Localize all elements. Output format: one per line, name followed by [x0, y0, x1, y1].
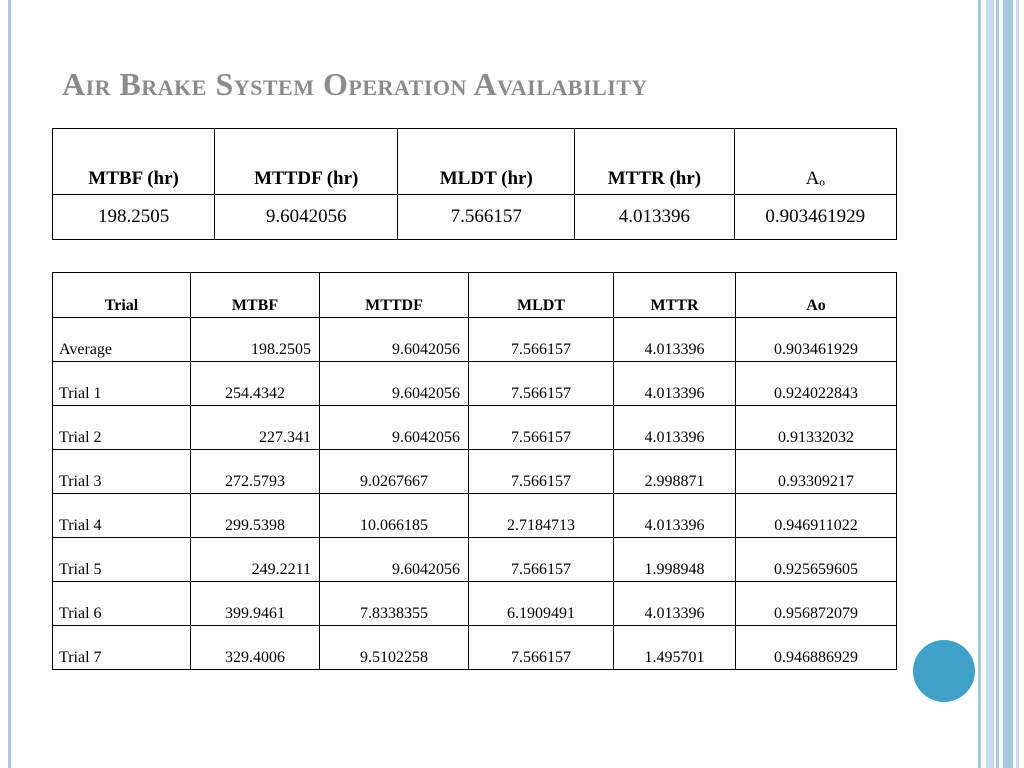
- trials-header-row: [53, 273, 897, 318]
- table-cell: 2.998871: [614, 450, 736, 494]
- table-cell: 4.013396: [614, 318, 736, 362]
- trial-label-cell: Trial 7: [53, 626, 191, 670]
- summary-header-row: [53, 129, 897, 195]
- decorative-circle: [913, 640, 975, 702]
- header-ao: Aₒ: [734, 129, 896, 195]
- table-cell: 4.013396: [614, 406, 736, 450]
- table-cell: 299.5398: [191, 494, 320, 538]
- table-cell: 10.066185: [320, 494, 469, 538]
- trial-label-cell: Trial 3: [53, 450, 191, 494]
- table-cell: 4.013396: [614, 494, 736, 538]
- table-cell: 6.1909491: [469, 582, 614, 626]
- header-trial: Trial: [53, 273, 191, 318]
- table-cell: 1.998948: [614, 538, 736, 582]
- table-cell: 9.6042056: [320, 362, 469, 406]
- table-cell: 9.5102258: [320, 626, 469, 670]
- cell-mttr: 4.013396: [575, 195, 734, 240]
- table-cell: 9.6042056: [320, 318, 469, 362]
- header-ao: Ao: [736, 273, 897, 318]
- trial-label-cell: Trial 5: [53, 538, 191, 582]
- table-row: [53, 362, 897, 406]
- table-cell: 254.4342: [191, 362, 320, 406]
- table-cell: 4.013396: [614, 582, 736, 626]
- table-cell: 7.8338355: [320, 582, 469, 626]
- trial-label-cell: Trial 4: [53, 494, 191, 538]
- table-cell: 2.7184713: [469, 494, 614, 538]
- table-cell: 9.0267667: [320, 450, 469, 494]
- table-cell: 0.946911022: [736, 494, 897, 538]
- table-cell: 0.946886929: [736, 626, 897, 670]
- table-cell: 7.566157: [469, 406, 614, 450]
- header-mtbf: MTBF: [191, 273, 320, 318]
- summary-table: [52, 128, 897, 240]
- table-row: [53, 582, 897, 626]
- trials-body: [53, 318, 897, 670]
- table-cell: 9.6042056: [320, 538, 469, 582]
- table-cell: 0.903461929: [736, 318, 897, 362]
- table-row: [53, 494, 897, 538]
- table-row: [53, 450, 897, 494]
- table-cell: 0.956872079: [736, 582, 897, 626]
- table-cell: 0.924022843: [736, 362, 897, 406]
- table-row: [53, 538, 897, 582]
- table-cell: 227.341: [191, 406, 320, 450]
- slide-frame-left-line: [8, 0, 11, 768]
- slide-title: Air Brake System Operation Availability: [62, 66, 648, 102]
- header-mtbf-hr: MTBF (hr): [53, 129, 215, 195]
- header-mttr-hr: MTTR (hr): [575, 129, 734, 195]
- table-cell: 0.93309217: [736, 450, 897, 494]
- table-row: [53, 318, 897, 362]
- table-cell: 0.925659605: [736, 538, 897, 582]
- table-cell: 9.6042056: [320, 406, 469, 450]
- trial-label-cell: Trial 2: [53, 406, 191, 450]
- header-mttdf-hr: MTTDF (hr): [215, 129, 398, 195]
- trial-label-cell: Trial 1: [53, 362, 191, 406]
- cell-ao: 0.903461929: [734, 195, 896, 240]
- summary-value-row: [53, 195, 897, 240]
- table-cell: 7.566157: [469, 362, 614, 406]
- table-cell: 7.566157: [469, 450, 614, 494]
- table-cell: 198.2505: [191, 318, 320, 362]
- trials-table: [52, 272, 897, 670]
- trial-label-cell: Average: [53, 318, 191, 362]
- table-cell: 7.566157: [469, 318, 614, 362]
- table-cell: 7.566157: [469, 626, 614, 670]
- table-cell: 249.2211: [191, 538, 320, 582]
- table-cell: 329.4006: [191, 626, 320, 670]
- trial-label-cell: Trial 6: [53, 582, 191, 626]
- table-row: [53, 626, 897, 670]
- cell-mldt: 7.566157: [398, 195, 575, 240]
- table-row: [53, 406, 897, 450]
- slide-frame-right-bars: [978, 0, 1024, 768]
- table-cell: 7.566157: [469, 538, 614, 582]
- table-cell: 4.013396: [614, 362, 736, 406]
- header-mttr: MTTR: [614, 273, 736, 318]
- header-mttdf: MTTDF: [320, 273, 469, 318]
- cell-mttdf: 9.6042056: [215, 195, 398, 240]
- table-cell: 1.495701: [614, 626, 736, 670]
- table-cell: 399.9461: [191, 582, 320, 626]
- header-mldt: MLDT: [469, 273, 614, 318]
- table-cell: 0.91332032: [736, 406, 897, 450]
- table-cell: 272.5793: [191, 450, 320, 494]
- header-mldt-hr: MLDT (hr): [398, 129, 575, 195]
- cell-mtbf: 198.2505: [53, 195, 215, 240]
